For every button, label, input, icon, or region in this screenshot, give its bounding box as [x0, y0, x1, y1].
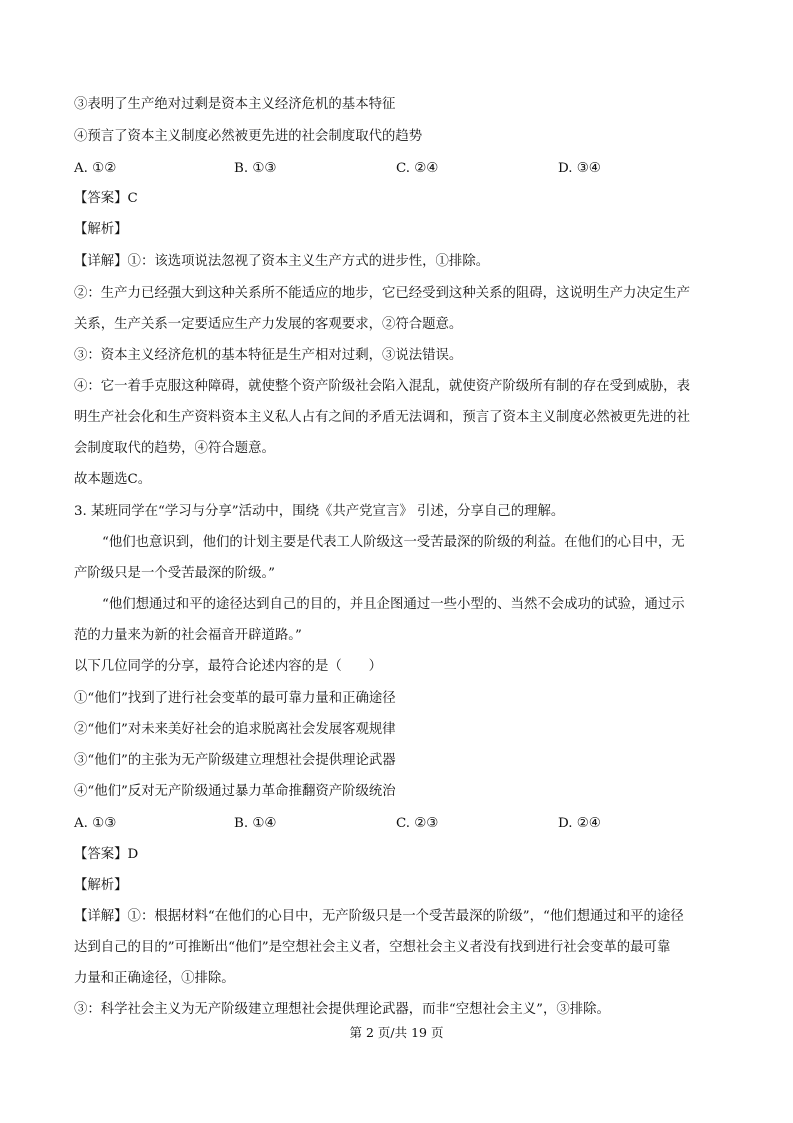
q3-answer: 【答案】D	[74, 847, 139, 862]
q3-detail-line: 力量和正确途径，①排除。	[74, 971, 235, 986]
q3-option-c: C. ②③	[396, 816, 439, 831]
q3-option-b: B. ①④	[234, 816, 277, 831]
q3-statement-2: ②“他们”对未来美好社会的追求脱离社会发展客观规律	[74, 722, 396, 737]
q2-analysis-label: 【解析】	[74, 222, 128, 237]
q3-statement-1: ①“他们”找到了进行社会变革的最可靠力量和正确途径	[74, 691, 396, 706]
q2-detail-line: ③：资本主义经济危机的基本特征是生产相对过剩，③说法错误。	[74, 348, 463, 363]
q3-quote2-line1: “他们想通过和平的途径达到自己的目的，并且企图通过一些小型的、当然不会成功的试验，通过示	[102, 597, 685, 612]
q3-option-a: A. ①③	[74, 816, 117, 831]
q3-statement-4: ④“他们”反对无产阶级通过暴力革命推翻资产阶级统治	[74, 784, 396, 799]
q3-detail-line: 【详解】①：根据材料“在他们的心目中，无产阶级只是一个受苦最深的阶级”，“他们想通过和平的途径	[74, 909, 684, 924]
q2-statement-4: ④预言了资本主义制度必然被更先进的社会制度取代的趋势	[74, 129, 423, 144]
q2-detail-line: 关系，生产关系一定要适应生产力发展的客观要求，②符合题意。	[74, 317, 463, 332]
q3-question: 以下几位同学的分享，最符合论述内容的是（ ）	[74, 659, 382, 674]
q2-detail-line: ④：它一着手克服这种障碍，就使整个资产阶级社会陷入混乱，就使资产阶级所有制的存在受到威胁，表	[74, 379, 690, 394]
q3-stem: 3. 某班同学在“学习与分享”活动中，围绕《共产党宣言》 引述，分享自己的理解。	[74, 504, 565, 519]
q3-analysis-label: 【解析】	[74, 878, 128, 893]
q3-quote2-line2: 范的力量来为新的社会福音开辟道路。”	[74, 628, 302, 643]
q2-detail-line: 【详解】①：该选项说法忽视了资本主义生产方式的进步性，①排除。	[74, 254, 490, 269]
q2-detail-line: ②：生产力已经强大到这种关系所不能适应的地步，它已经受到这种关系的阻碍，这说明生产力决定生产	[74, 286, 690, 301]
q2-detail-line: 明生产社会化和生产资料资本主义私人占有之间的矛盾无法调和，预言了资本主义制度必然被更先进的社	[74, 410, 690, 425]
page-footer: 第 2 页/共 19 页	[349, 1025, 444, 1040]
q3-detail-line: ③：科学社会主义为无产阶级建立理想社会提供理论武器，而非“空想社会主义”，③排除。	[74, 1002, 610, 1017]
q2-answer: 【答案】C	[74, 191, 138, 206]
q2-option-b: B. ①③	[234, 161, 277, 176]
q3-quote1-line1: “他们也意识到，他们的计划主要是代表工人阶级这一受苦最深的阶级的利益。在他们的心目中，无	[102, 535, 685, 550]
q3-quote1-line2: 产阶级只是一个受苦最深的阶级。”	[74, 566, 276, 581]
q2-option-a: A. ①②	[74, 161, 117, 176]
q2-statement-3: ③表明了生产绝对过剩是资本主义经济危机的基本特征	[74, 97, 396, 112]
q3-statement-3: ③“他们”的主张为无产阶级建立理想社会提供理论武器	[74, 753, 396, 768]
q3-option-d: D. ②④	[558, 816, 601, 831]
q2-conclusion: 故本题选C。	[74, 472, 152, 487]
q2-detail-line: 会制度取代的趋势，④符合题意。	[74, 441, 275, 456]
q3-detail-line: 达到自己的目的”可推断出“他们”是空想社会主义者，空想社会主义者没有找到进行社会变革的最可靠	[74, 940, 671, 955]
q2-option-c: C. ②④	[396, 161, 439, 176]
q2-option-d: D. ③④	[558, 161, 601, 176]
